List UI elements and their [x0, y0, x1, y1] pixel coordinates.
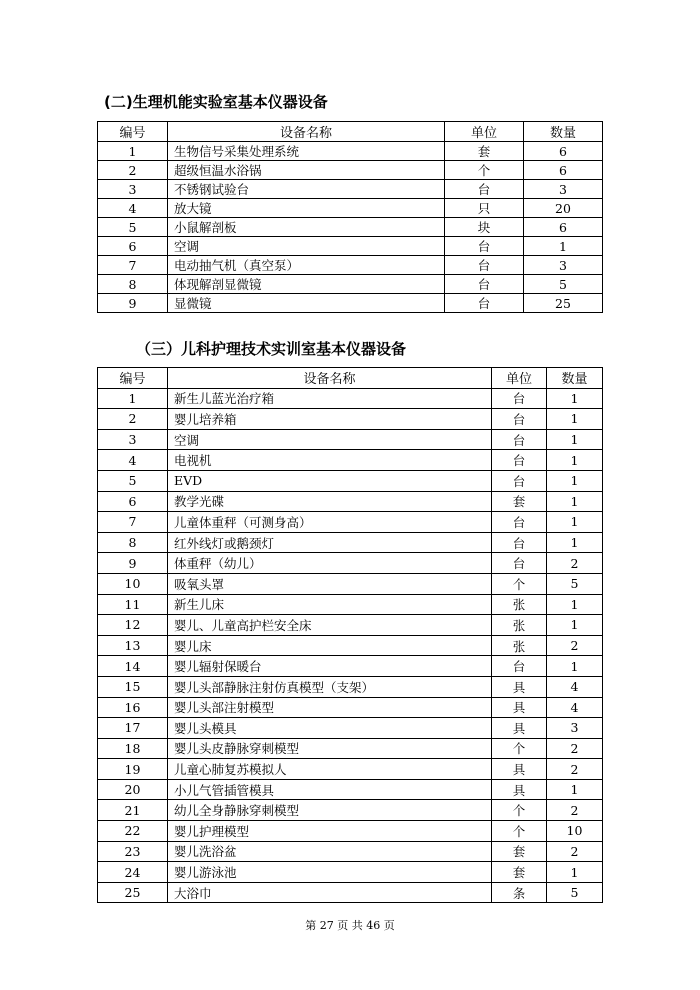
- cell-unit: 台: [492, 532, 547, 553]
- cell-quantity: 4: [547, 676, 603, 697]
- cell-quantity: 2: [547, 553, 603, 574]
- cell-equipment-name: 体重秤（幼儿）: [168, 553, 492, 574]
- cell-unit: 台: [445, 180, 524, 199]
- column-header-unit: 单位: [492, 368, 547, 389]
- cell-equipment-name: 吸氧头罩: [168, 573, 492, 594]
- cell-unit: 台: [445, 256, 524, 275]
- cell-quantity: 1: [547, 470, 603, 491]
- cell-unit: 条: [492, 882, 547, 903]
- cell-quantity: 3: [547, 718, 603, 739]
- cell-unit: 套: [492, 841, 547, 862]
- cell-unit: 具: [492, 779, 547, 800]
- cell-unit: 只: [445, 199, 524, 218]
- cell-unit: 台: [492, 409, 547, 430]
- cell-quantity: 2: [547, 841, 603, 862]
- cell-number: 23: [98, 841, 168, 862]
- table-row: [98, 615, 603, 636]
- cell-number: 17: [98, 718, 168, 739]
- cell-number: 3: [98, 180, 168, 199]
- cell-number: 3: [98, 429, 168, 450]
- cell-equipment-name: 婴儿辐射保暖台: [168, 656, 492, 677]
- cell-number: 4: [98, 450, 168, 471]
- table-row: [98, 161, 603, 180]
- table-row: [98, 491, 603, 512]
- cell-quantity: 1: [547, 532, 603, 553]
- table-row: [98, 656, 603, 677]
- cell-equipment-name: 婴儿游泳池: [168, 862, 492, 883]
- cell-equipment-name: 婴儿头皮静脉穿刺模型: [168, 738, 492, 759]
- table-row: [98, 573, 603, 594]
- cell-equipment-name: 婴儿床: [168, 635, 492, 656]
- cell-quantity: 20: [524, 199, 603, 218]
- cell-unit: 台: [445, 294, 524, 313]
- cell-quantity: 2: [547, 738, 603, 759]
- table-row: [98, 429, 603, 450]
- cell-number: 9: [98, 294, 168, 313]
- cell-number: 21: [98, 800, 168, 821]
- physiology-equipment-table: [97, 121, 603, 313]
- cell-unit: 具: [492, 759, 547, 780]
- table-row: [98, 841, 603, 862]
- cell-quantity: 1: [547, 862, 603, 883]
- table-row: [98, 821, 603, 842]
- cell-equipment-name: 电动抽气机（真空泵）: [168, 256, 445, 275]
- cell-quantity: 1: [547, 409, 603, 430]
- cell-equipment-name: 新生儿床: [168, 594, 492, 615]
- cell-quantity: 4: [547, 697, 603, 718]
- table-row: [98, 779, 603, 800]
- column-header-quantity: 数量: [547, 368, 603, 389]
- cell-equipment-name: 婴儿护理模型: [168, 821, 492, 842]
- table-row: [98, 218, 603, 237]
- cell-quantity: 25: [524, 294, 603, 313]
- cell-quantity: 1: [524, 237, 603, 256]
- cell-quantity: 3: [524, 256, 603, 275]
- cell-quantity: 2: [547, 635, 603, 656]
- table-row: [98, 142, 603, 161]
- column-header-number: 编号: [98, 122, 168, 142]
- table-row: [98, 532, 603, 553]
- table-row: [98, 718, 603, 739]
- table-row: [98, 256, 603, 275]
- cell-unit: 台: [492, 470, 547, 491]
- cell-quantity: 1: [547, 429, 603, 450]
- cell-unit: 台: [492, 553, 547, 574]
- cell-quantity: 1: [547, 388, 603, 409]
- cell-equipment-name: 婴儿培养箱: [168, 409, 492, 430]
- cell-number: 18: [98, 738, 168, 759]
- cell-unit: 张: [492, 615, 547, 636]
- cell-number: 9: [98, 553, 168, 574]
- cell-equipment-name: 婴儿头部静脉注射仿真模型（支架）: [168, 676, 492, 697]
- cell-unit: 台: [492, 450, 547, 471]
- cell-unit: 块: [445, 218, 524, 237]
- cell-number: 2: [98, 409, 168, 430]
- table-row: [98, 294, 603, 313]
- cell-equipment-name: 超级恒温水浴锅: [168, 161, 445, 180]
- cell-quantity: 6: [524, 161, 603, 180]
- cell-number: 13: [98, 635, 168, 656]
- table-row: [98, 470, 603, 491]
- cell-unit: 台: [445, 275, 524, 294]
- page-footer: 第 27 页 共 46 页: [305, 919, 395, 932]
- cell-quantity: 5: [524, 275, 603, 294]
- column-header-quantity: 数量: [524, 122, 603, 142]
- cell-unit: 张: [492, 594, 547, 615]
- cell-unit: 个: [445, 161, 524, 180]
- cell-number: 24: [98, 862, 168, 883]
- table-row: [98, 594, 603, 615]
- table-row: [98, 676, 603, 697]
- cell-unit: 个: [492, 738, 547, 759]
- column-header-number: 编号: [98, 368, 168, 389]
- cell-quantity: 3: [524, 180, 603, 199]
- cell-quantity: 1: [547, 491, 603, 512]
- cell-number: 6: [98, 237, 168, 256]
- table-row: [98, 697, 603, 718]
- cell-number: 20: [98, 779, 168, 800]
- cell-equipment-name: 儿童心肺复苏模拟人: [168, 759, 492, 780]
- cell-quantity: 10: [547, 821, 603, 842]
- table-row: [98, 450, 603, 471]
- cell-equipment-name: 小鼠解剖板: [168, 218, 445, 237]
- cell-unit: 套: [492, 491, 547, 512]
- table-row: [98, 553, 603, 574]
- cell-quantity: 5: [547, 573, 603, 594]
- cell-quantity: 1: [547, 594, 603, 615]
- table-row: [98, 275, 603, 294]
- cell-unit: 套: [492, 862, 547, 883]
- cell-number: 7: [98, 512, 168, 533]
- cell-number: 7: [98, 256, 168, 275]
- cell-equipment-name: 小儿气管插管模具: [168, 779, 492, 800]
- cell-number: 1: [98, 142, 168, 161]
- cell-unit: 张: [492, 635, 547, 656]
- table-row: [98, 512, 603, 533]
- cell-number: 22: [98, 821, 168, 842]
- cell-number: 11: [98, 594, 168, 615]
- cell-number: 6: [98, 491, 168, 512]
- cell-equipment-name: EVD: [168, 470, 492, 491]
- cell-quantity: 6: [524, 142, 603, 161]
- cell-equipment-name: 婴儿洗浴盆: [168, 841, 492, 862]
- cell-number: 5: [98, 218, 168, 237]
- cell-number: 8: [98, 275, 168, 294]
- cell-equipment-name: 大浴巾: [168, 882, 492, 903]
- section-title-physiology-lab: (二)生理机能实验室基本仪器设备: [104, 93, 328, 111]
- cell-number: 2: [98, 161, 168, 180]
- table-row: [98, 759, 603, 780]
- cell-unit: 个: [492, 800, 547, 821]
- cell-number: 19: [98, 759, 168, 780]
- cell-equipment-name: 幼儿全身静脉穿刺模型: [168, 800, 492, 821]
- cell-equipment-name: 教学光碟: [168, 491, 492, 512]
- cell-quantity: 1: [547, 779, 603, 800]
- table-row: [98, 199, 603, 218]
- table-header-row: [98, 368, 603, 389]
- cell-quantity: 1: [547, 656, 603, 677]
- table-row: [98, 800, 603, 821]
- column-header-equipment-name: 设备名称: [168, 368, 492, 389]
- cell-equipment-name: 儿童体重秤（可测身高）: [168, 512, 492, 533]
- column-header-equipment-name: 设备名称: [168, 122, 445, 142]
- cell-equipment-name: 婴儿、儿童高护栏安全床: [168, 615, 492, 636]
- cell-number: 16: [98, 697, 168, 718]
- section-title-pediatric-nursing-lab: （三）儿科护理技术实训室基本仪器设备: [136, 340, 407, 358]
- cell-quantity: 1: [547, 615, 603, 636]
- table-row: [98, 388, 603, 409]
- cell-number: 10: [98, 573, 168, 594]
- cell-number: 25: [98, 882, 168, 903]
- cell-quantity: 6: [524, 218, 603, 237]
- cell-number: 12: [98, 615, 168, 636]
- cell-quantity: 1: [547, 512, 603, 533]
- cell-equipment-name: 体现解剖显微镜: [168, 275, 445, 294]
- table-row: [98, 180, 603, 199]
- table-row: [98, 409, 603, 430]
- cell-number: 1: [98, 388, 168, 409]
- cell-equipment-name: 新生儿蓝光治疗箱: [168, 388, 492, 409]
- cell-unit: 具: [492, 676, 547, 697]
- cell-unit: 具: [492, 697, 547, 718]
- cell-quantity: 1: [547, 450, 603, 471]
- cell-equipment-name: 空调: [168, 237, 445, 256]
- column-header-unit: 单位: [445, 122, 524, 142]
- cell-number: 4: [98, 199, 168, 218]
- table-row: [98, 738, 603, 759]
- cell-quantity: 5: [547, 882, 603, 903]
- table-row: [98, 862, 603, 883]
- table-row: [98, 635, 603, 656]
- cell-quantity: 2: [547, 759, 603, 780]
- cell-number: 8: [98, 532, 168, 553]
- cell-unit: 具: [492, 718, 547, 739]
- cell-equipment-name: 不锈钢试验台: [168, 180, 445, 199]
- cell-unit: 台: [492, 656, 547, 677]
- cell-equipment-name: 生物信号采集处理系统: [168, 142, 445, 161]
- cell-equipment-name: 婴儿头部注射模型: [168, 697, 492, 718]
- cell-equipment-name: 红外线灯或鹅颈灯: [168, 532, 492, 553]
- table-header-row: [98, 122, 603, 142]
- cell-unit: 台: [492, 388, 547, 409]
- cell-equipment-name: 空调: [168, 429, 492, 450]
- cell-number: 5: [98, 470, 168, 491]
- cell-unit: 套: [445, 142, 524, 161]
- cell-unit: 台: [492, 512, 547, 533]
- cell-number: 14: [98, 656, 168, 677]
- cell-equipment-name: 放大镜: [168, 199, 445, 218]
- cell-unit: 个: [492, 821, 547, 842]
- table-row: [98, 237, 603, 256]
- cell-unit: 台: [445, 237, 524, 256]
- cell-equipment-name: 显微镜: [168, 294, 445, 313]
- cell-equipment-name: 婴儿头模具: [168, 718, 492, 739]
- cell-equipment-name: 电视机: [168, 450, 492, 471]
- cell-number: 15: [98, 676, 168, 697]
- cell-quantity: 2: [547, 800, 603, 821]
- cell-unit: 个: [492, 573, 547, 594]
- cell-unit: 台: [492, 429, 547, 450]
- table-row: [98, 882, 603, 903]
- pediatric-equipment-table: [97, 367, 603, 903]
